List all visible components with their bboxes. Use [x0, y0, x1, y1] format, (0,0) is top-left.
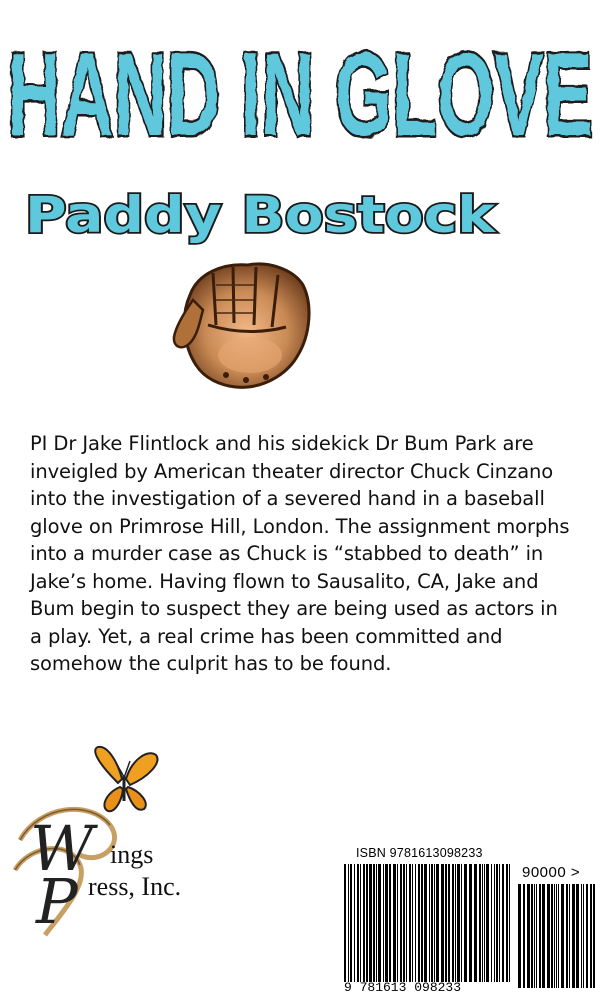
barcode-bar	[486, 864, 489, 982]
barcode-bar	[436, 864, 439, 982]
barcode-bar	[350, 864, 352, 982]
barcode-bar	[566, 884, 568, 988]
logo-letter-p: P	[36, 865, 78, 938]
barcode-bar	[506, 864, 508, 982]
butterfly-icon	[95, 747, 157, 811]
barcode-bar	[366, 864, 368, 982]
barcode-bar	[445, 864, 447, 982]
barcode-bar	[551, 884, 553, 988]
barcode-bar	[452, 864, 454, 982]
barcode-bar	[469, 864, 472, 982]
isbn-label: ISBN 9781613098233	[356, 846, 483, 860]
barcode-bar	[373, 864, 375, 982]
barcode-bar	[376, 864, 377, 982]
barcode-bar	[590, 884, 592, 988]
barcode-bar	[479, 864, 481, 982]
barcode-bar	[354, 864, 355, 982]
barcode-bar	[464, 864, 467, 982]
barcode-bar	[412, 864, 413, 982]
baseball-glove-image	[168, 255, 318, 395]
barcode-bar	[586, 884, 588, 988]
logo-letter-w: W	[30, 812, 94, 885]
barcode-bar	[572, 884, 575, 988]
barcode-bar	[569, 884, 570, 988]
barcode-bar	[583, 884, 584, 988]
barcode-bar	[523, 884, 525, 988]
barcode-bar	[360, 864, 361, 982]
barcode-bar	[556, 884, 557, 988]
barcode-bar	[429, 864, 430, 982]
barcode-bar	[369, 864, 372, 982]
barcode-bar	[547, 884, 550, 988]
barcode-bar	[400, 864, 402, 982]
barcode-bar	[455, 864, 456, 982]
author-text: Paddy Bostock	[25, 186, 497, 244]
barcode-bar	[491, 864, 492, 982]
barcode-bar	[593, 884, 595, 988]
barcode-bar	[397, 864, 398, 982]
barcode-bar	[496, 864, 498, 982]
barcode-bar	[363, 864, 365, 982]
barcode-bar	[554, 884, 555, 988]
barcode-bar	[576, 884, 579, 988]
barcode-bars	[344, 864, 514, 988]
title-art	[0, 0, 601, 160]
barcode-bar	[385, 864, 388, 982]
barcode-bar	[357, 864, 359, 982]
author-art	[0, 180, 601, 250]
isbn-barcode	[340, 846, 601, 1000]
barcode-bar	[518, 884, 521, 988]
barcode-bar	[378, 864, 381, 982]
title-text: HAND IN GLOVE	[7, 29, 593, 160]
publisher-logo	[10, 745, 240, 940]
barcode-bar	[502, 864, 504, 982]
barcode-bar	[474, 864, 477, 982]
book-title	[0, 0, 601, 160]
blurb-text: PI Dr Jake Flintlock and his sidekick Dr Bum Park are inveigled by American theater director Chuck Cinzano into the investigation of a severed hand in a baseball glove on Primrose Hill, London. The assignment morphs into a murder case as Chuck is “stabbed to death” in Jake’s home. Having flown to Sausalito, CA, Jake and Bum begin to suspect they are being used as actors in a play. Yet, a real crime has been committed and somehow the culprit has to be found.	[30, 432, 570, 675]
barcode-bar	[558, 884, 559, 988]
barcode-bar	[531, 884, 533, 988]
price-code: 90000 >	[522, 864, 581, 881]
barcode-bar	[536, 884, 537, 988]
barcode-bar	[499, 864, 500, 982]
barcode-bar	[403, 864, 405, 982]
barcode-bar	[424, 864, 427, 982]
barcode-bar	[448, 864, 450, 982]
barcode-bar	[434, 864, 435, 982]
barcode-bar	[542, 884, 545, 988]
barcode-bar	[383, 864, 384, 982]
barcode-bar	[482, 864, 483, 982]
barcode-bar	[393, 864, 396, 982]
publisher-line1: ings	[110, 840, 154, 869]
addon-barcode-bars	[518, 884, 598, 988]
barcode-bar	[494, 864, 495, 982]
barcode-bar	[418, 864, 420, 982]
publisher-line2: ress, Inc.	[88, 872, 182, 901]
barcode-bar	[527, 884, 530, 988]
barcode-bar	[509, 864, 510, 982]
barcode-bar	[484, 864, 485, 982]
barcode-bar	[389, 864, 391, 982]
barcode-bar	[581, 884, 582, 988]
barcode-bar	[534, 884, 535, 988]
barcode-bar	[441, 864, 444, 982]
barcode-bar	[415, 864, 416, 982]
wings-press-logo	[10, 745, 240, 940]
glove-icon	[168, 255, 318, 395]
barcode-bar	[461, 864, 462, 982]
barcode-bar	[344, 864, 346, 982]
author-name	[0, 180, 601, 254]
isbn-digits: 9 781613 098233	[344, 980, 462, 995]
barcode-bar	[406, 864, 407, 982]
barcode-bar	[421, 864, 423, 982]
barcode-bar	[561, 884, 564, 988]
barcode-bar	[348, 864, 349, 982]
barcode-bar	[539, 884, 541, 988]
barcode-bar	[409, 864, 411, 982]
barcode-bar	[457, 864, 460, 982]
barcode-bar	[431, 864, 433, 982]
